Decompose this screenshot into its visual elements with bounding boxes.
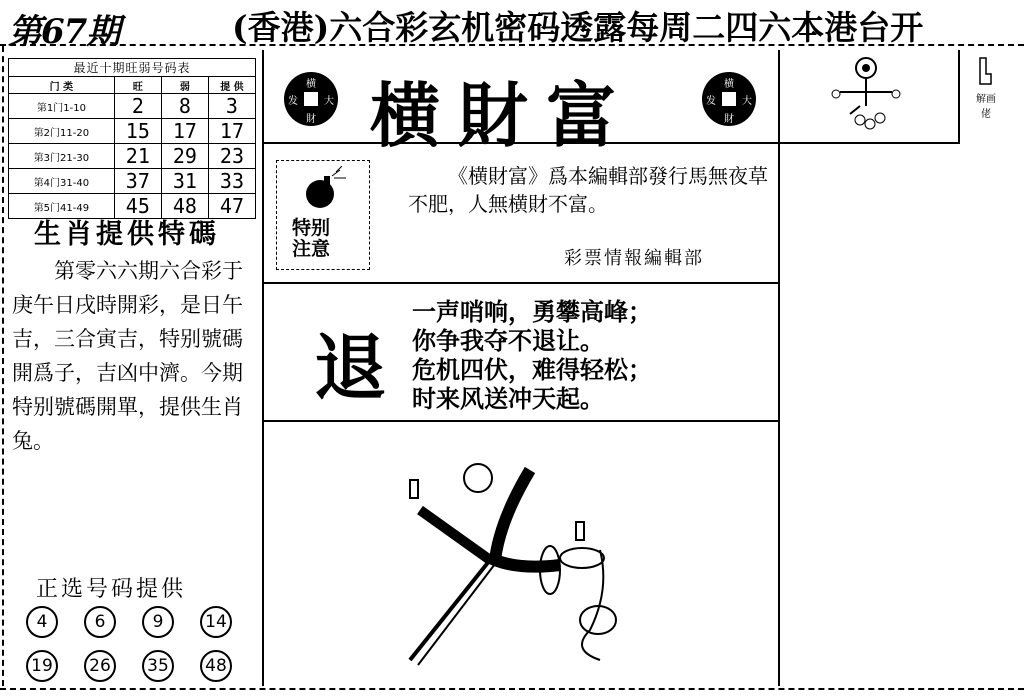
table-row: 第2门11-20 15 17 17 bbox=[9, 119, 256, 144]
figure-illustration bbox=[820, 54, 920, 138]
side-divider bbox=[778, 142, 958, 144]
pick-ball: 4 bbox=[26, 606, 58, 638]
pick-ball: 48 bbox=[200, 650, 232, 682]
col-hot: 旺 bbox=[114, 77, 161, 94]
zodiac-body bbox=[12, 254, 258, 458]
left-border bbox=[2, 46, 4, 686]
pick-ball: 14 bbox=[200, 606, 232, 638]
coin-icon-right: 横 发 大 財 bbox=[702, 72, 756, 126]
notice-label: 特别 注意 bbox=[292, 217, 331, 260]
picks-title: 正选号码提供 bbox=[36, 577, 187, 602]
zodiac-title: 生肖提供特碼 bbox=[34, 219, 220, 250]
left-column-divider bbox=[262, 50, 264, 686]
pick-ball: 6 bbox=[84, 606, 116, 638]
pick-ball: 9 bbox=[142, 606, 174, 638]
picks-grid bbox=[26, 606, 246, 682]
signature: 彩票情報編輯部 bbox=[564, 248, 704, 269]
side-inner-divider bbox=[958, 50, 960, 144]
col-offer: 提 供 bbox=[208, 77, 255, 94]
table-row: 第1门1-10 2 8 3 bbox=[9, 94, 256, 119]
pick-ball: 19 bbox=[26, 650, 58, 682]
bomb-icon bbox=[300, 166, 350, 212]
col-category: 门 类 bbox=[9, 77, 115, 94]
right-column-divider bbox=[778, 50, 780, 686]
brand-title: 横財富 bbox=[370, 74, 634, 157]
issue-number: 第67期 bbox=[8, 12, 120, 52]
zodiac-text: 第零六六期六合彩于庚午日戌時開彩，是日午吉，三合寅吉，特别號碼開爲子，吉凶中濟。今期特别號碼開單，提供生肖兔。 bbox=[12, 259, 243, 453]
table-caption: 最近十期旺弱号码表 bbox=[9, 59, 256, 77]
pick-ball: 26 bbox=[84, 650, 116, 682]
poem-line: 一声哨响，勇攀高峰； bbox=[412, 298, 652, 326]
poem-divider bbox=[262, 420, 780, 422]
table-row: 第3门21-30 21 29 23 bbox=[9, 144, 256, 169]
notice-divider bbox=[262, 282, 780, 284]
hot-weak-table bbox=[8, 58, 256, 219]
pick-ball: 35 bbox=[142, 650, 174, 682]
poem-line: 时来风送冲天起。 bbox=[412, 385, 604, 413]
poem-line: 危机四伏，难得轻松； bbox=[412, 356, 652, 384]
headline: (香港)六合彩玄机密码透露每周二四六本港台开 bbox=[232, 8, 924, 47]
big-character: 退 bbox=[314, 325, 387, 410]
poem bbox=[412, 298, 652, 414]
side-label: 解画佬 bbox=[976, 94, 996, 120]
top-divider bbox=[0, 44, 1024, 46]
table-row: 第5门41-49 45 48 47 bbox=[9, 194, 256, 219]
bottom-divider bbox=[0, 688, 1024, 690]
coin-icon-left: 横 发 大 財 bbox=[284, 72, 338, 126]
intro-text: 《横財富》爲本編輯部發行馬無夜草不肥，人無横財不富。 bbox=[408, 164, 768, 216]
table-row: 第4门31-40 37 31 33 bbox=[9, 169, 256, 194]
pointing-hand-icon bbox=[974, 56, 996, 88]
main-illustration bbox=[400, 450, 630, 680]
col-weak: 弱 bbox=[161, 77, 208, 94]
poem-line: 你争我夺不退让。 bbox=[412, 327, 604, 355]
